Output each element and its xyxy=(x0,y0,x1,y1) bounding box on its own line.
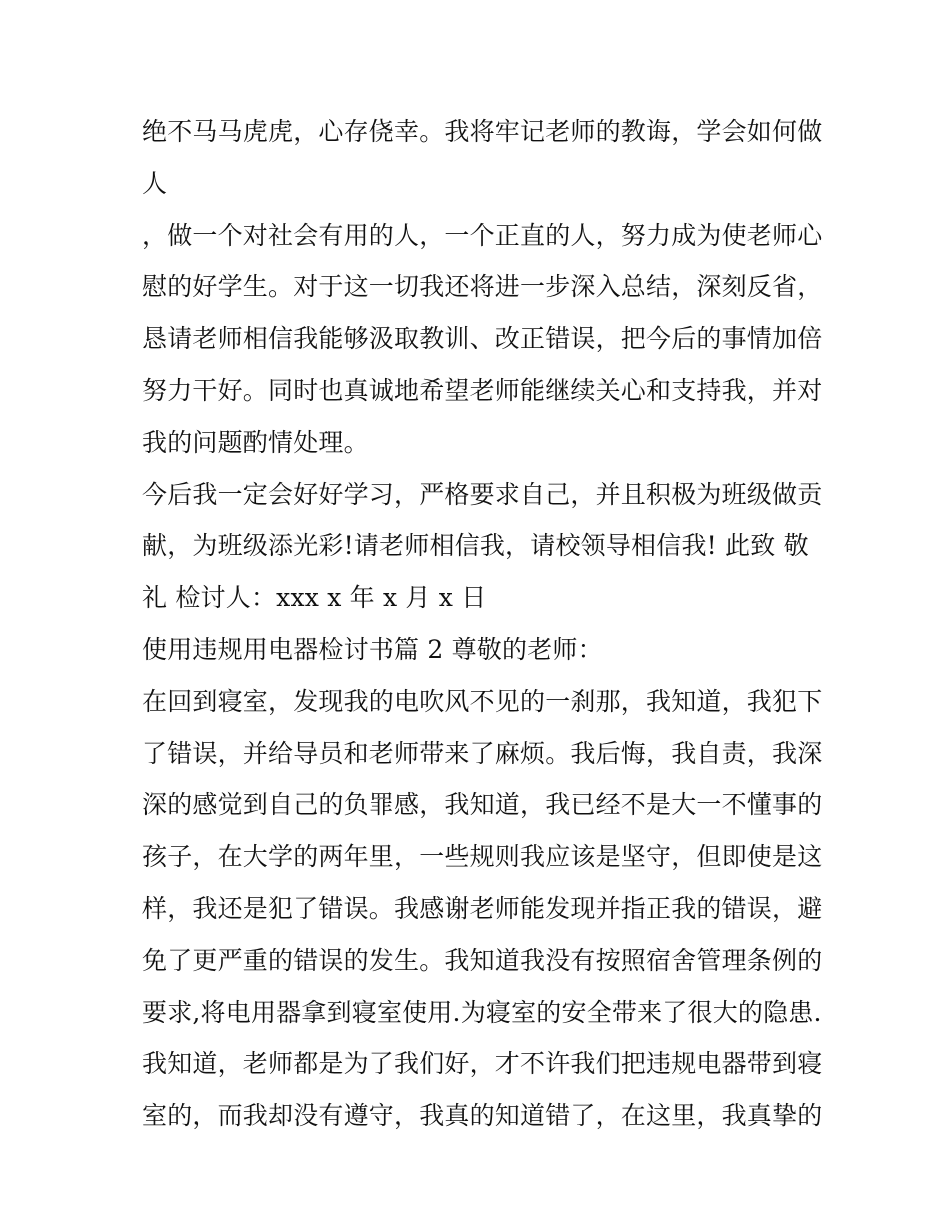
text-line: 恳请老师相信我能够汲取教训、改正错误，把今后的事情加倍 xyxy=(142,324,823,354)
text-line: 样，我还是犯了错误。我感谢老师能发现并指正我的错误，避 xyxy=(142,893,823,923)
text-line: 室的，而我却没有遵守，我真的知道错了，在这里，我真挚的 xyxy=(142,1101,823,1131)
section-heading: 使用违规用电器检讨书篇 2 尊敬的老师： xyxy=(142,634,603,664)
text-line: 要求,将电用器拿到寝室使用.为寝室的安全带来了很大的隐患. xyxy=(142,997,822,1027)
text-line: 献，为班级添光彩!请老师相信我，请校领导相信我! 此致 敬 xyxy=(142,531,809,561)
text-line: 我的问题酌情处理。 xyxy=(142,427,369,457)
text-line: 在回到寝室，发现我的电吹风不见的一刹那，我知道，我犯下 xyxy=(142,686,823,716)
text-line: 今后我一定会好好学习，严格要求自己，并且积极为班级做贡 xyxy=(142,479,823,509)
text-line: 人 xyxy=(142,168,168,198)
text-line: 免了更严重的错误的发生。我知道我没有按照宿舍管理条例的 xyxy=(142,945,823,975)
signature-line: 礼 检讨人：xxx x 年 x 月 x 日 xyxy=(142,583,487,613)
text-line: 慰的好学生。对于这一切我还将进一步深入总结，深刻反省， xyxy=(142,272,823,302)
text-line: 了错误，并给导员和老师带来了麻烦。我后悔，我自责，我深 xyxy=(142,738,823,768)
text-line: 深的感觉到自己的负罪感，我知道，我已经不是大一不懂事的 xyxy=(142,790,823,820)
document-body xyxy=(142,106,822,1142)
text-line: 绝不马马虎虎，心存侥幸。我将牢记老师的教诲，学会如何做 xyxy=(142,117,823,146)
text-line: 努力干好。同时也真诚地希望老师能继续关心和支持我，并对 xyxy=(142,375,823,405)
text-line: 我知道，老师都是为了我们好，才不许我们把违规电器带到寝 xyxy=(142,1049,823,1079)
text-line: 孩子，在大学的两年里，一些规则我应该是坚守，但即使是这 xyxy=(142,842,823,872)
text-line: ，做一个对社会有用的人，一个正直的人，努力成为使老师心 xyxy=(142,220,823,250)
